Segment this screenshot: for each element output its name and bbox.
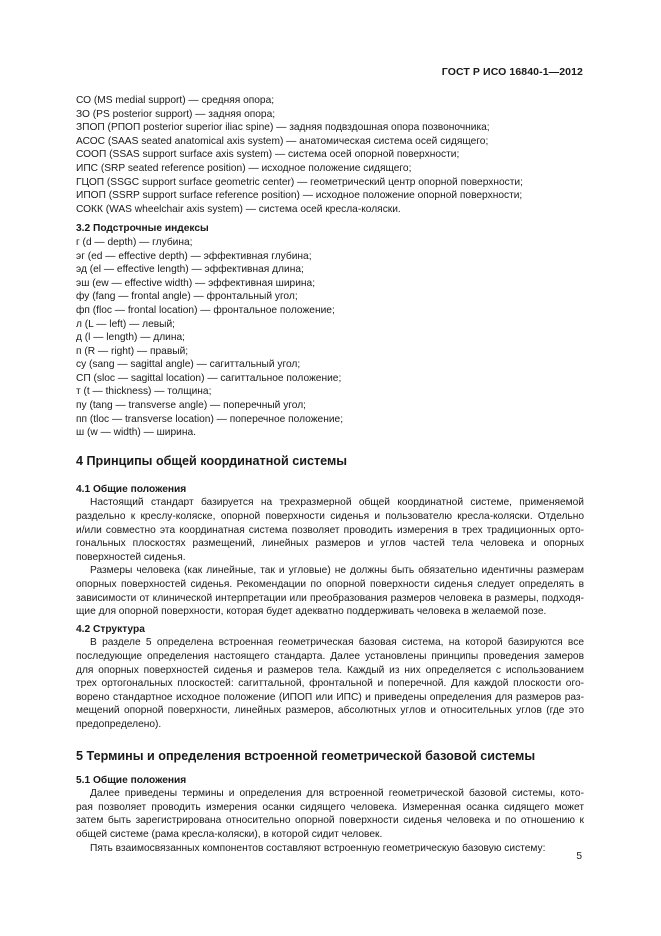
paragraph-line: раздельно к креслу-коляске, опорной поверхности сиденья и пользователю кресла-коляски. Отдельно [76, 511, 584, 523]
list-item: СП (sloc — sagittal location) — сагиттальное положение; [76, 372, 342, 384]
list-item: ИПОП (SSRP support surface reference position) — исходное положение опорной поверхности; [76, 190, 523, 202]
section-5-heading: 5 Термины и определения встроенной геометрической базовой системы [76, 748, 536, 763]
paragraph-line: Настоящий стандарт базируется на трехразмерной общей координатной системе, применяемой [90, 497, 584, 509]
list-item: фу (fang — frontal angle) — фронтальный угол; [76, 291, 298, 303]
paragraph-line: гональных плоскостях размещений, линейных размеров и углов частей тела человека и опорных [76, 538, 584, 550]
paragraph-line: щие для опорной поверхности, которая будет адекватно поддерживать человека в желаемой позе. [76, 606, 547, 618]
paragraph [76, 496, 584, 564]
paragraph-line: трех ортогональных плоскостей: сагиттальной, фронтальной и поперечной. Для каждой плоскости ого- [76, 678, 584, 690]
paragraph-line: затем быть зарегистрирована относительно опорной поверхности сиденья человека и по отношению к [76, 815, 584, 827]
paragraph: Пять взаимосвязанных компонентов составляют встроенную геометрическую базовую систему: [90, 842, 546, 854]
abbreviation-list [76, 94, 584, 216]
list-item: СО (MS medial support) — средняя опора; [76, 95, 275, 106]
paragraph-line: ворено стандартное исходное положение (ИПОП или ИПС) и приведены определения для размеров раз- [76, 691, 584, 703]
list-item: пп (tloc — transverse location) — поперечное положение; [76, 413, 344, 425]
page-content [76, 94, 584, 855]
section-5-1-heading: 5.1 Общие положения [76, 774, 187, 786]
list-item: ш (w — width) — ширина. [76, 427, 196, 439]
list-item: пу (tang — transverse angle) — поперечный угол; [76, 400, 307, 412]
paragraph-line: для опорных поверхностей сиденья и размеров тела. Каждый из них определяется с использованием [76, 664, 584, 676]
list-item: су (sang — sagittal angle) — сагиттальный угол; [76, 359, 301, 371]
paragraph-line: опорных поверхностей сиденья. Рекомендации по опорной поверхности сиденья следует определять в [76, 579, 584, 590]
paragraph-line: рая позволяет проводить измерения осанки сидящего человека. Измеренная осанка сидящего может [76, 801, 584, 813]
list-item: АСОС (SAAS seated anatomical axis system) — анатомическая система осей сидящего; [76, 135, 489, 147]
list-item: эш (ew — effective width) — эффективная ширина; [76, 277, 316, 289]
subscript-list [76, 236, 584, 440]
paragraph-line: Размеры человека (как линейные, так и угловые) не должны быть обязательно идентичны размерам [90, 565, 584, 577]
paragraph [76, 636, 584, 731]
list-item: ЗО (PS posterior support) — задняя опора; [76, 108, 276, 120]
paragraph-line: мещений опорной поверхности, линейных размеров, абсолютных углов и относительных углов (где это [76, 705, 584, 717]
list-item: СООП (SSAS support surface axis system) — система осей опорной поверхности; [76, 149, 460, 161]
section-4-1-heading: 4.1 Общие положения [76, 483, 187, 495]
list-item: эг (ed — effective depth) — эффективная глубина; [76, 250, 312, 262]
list-item: эд (el — effective length) — эффективная длина; [76, 264, 304, 276]
list-item: ЗПОП (РПОП posterior superior iliac spine) — задняя подвздошная опора позвоночника; [76, 122, 490, 134]
paragraph-line: предопределено). [76, 718, 162, 730]
list-item: г (d — depth) — глубина; [76, 236, 193, 248]
paragraph-line: Далее приведены термины и определения для встроенной геометрической базовой системы, кото- [90, 788, 584, 800]
document-header: ГОСТ Р ИСО 16840-1—2012 [441, 66, 583, 78]
list-item: ГЦОП (SSGC support surface geometric center) — геометрический центр опорной поверхности; [76, 176, 523, 188]
list-item: ИПС (SRP seated reference position) — исходное положение сидящего; [76, 162, 412, 174]
section-3-2-heading: 3.2 Подстрочные индексы [76, 223, 209, 235]
paragraph [76, 787, 584, 841]
list-item: СОКК (WAS wheelchair axis system) — система осей кресла-коляски. [76, 203, 401, 215]
section-4-2-heading: 4.2 Структура [76, 623, 145, 635]
paragraph-line: поверхностей сиденья. [76, 551, 186, 563]
list-item: т (t — thickness) — толщина; [76, 386, 212, 398]
paragraph [76, 564, 584, 618]
paragraph-line: и/или совместно эта координатная система позволяет проводить измерения в трех традиционных орто- [76, 524, 584, 536]
section-4-heading: 4 Принципы общей координатной системы [76, 453, 348, 468]
list-item: л (L — left) — левый; [76, 318, 175, 330]
paragraph-line: зависимости от клинической интерпретации или преобразования размеров человека в размеры, подходя- [76, 592, 584, 604]
paragraph-line: В разделе 5 определена встроенная геометрическая базовая система, на которой базируются все [90, 637, 584, 649]
page-number: 5 [576, 851, 582, 862]
paragraph-line: общей системе (рама кресла-коляски), в которой сидит человек. [76, 828, 383, 840]
paragraph-line: последующие определения настоящего стандарта. Далее установлены принципы проведения замеров [76, 650, 584, 662]
list-item: д (l — length) — длина; [76, 332, 185, 344]
list-item: п (R — right) — правый; [76, 345, 189, 357]
list-item: фп (floc — frontal location) — фронтальное положение; [76, 304, 335, 316]
